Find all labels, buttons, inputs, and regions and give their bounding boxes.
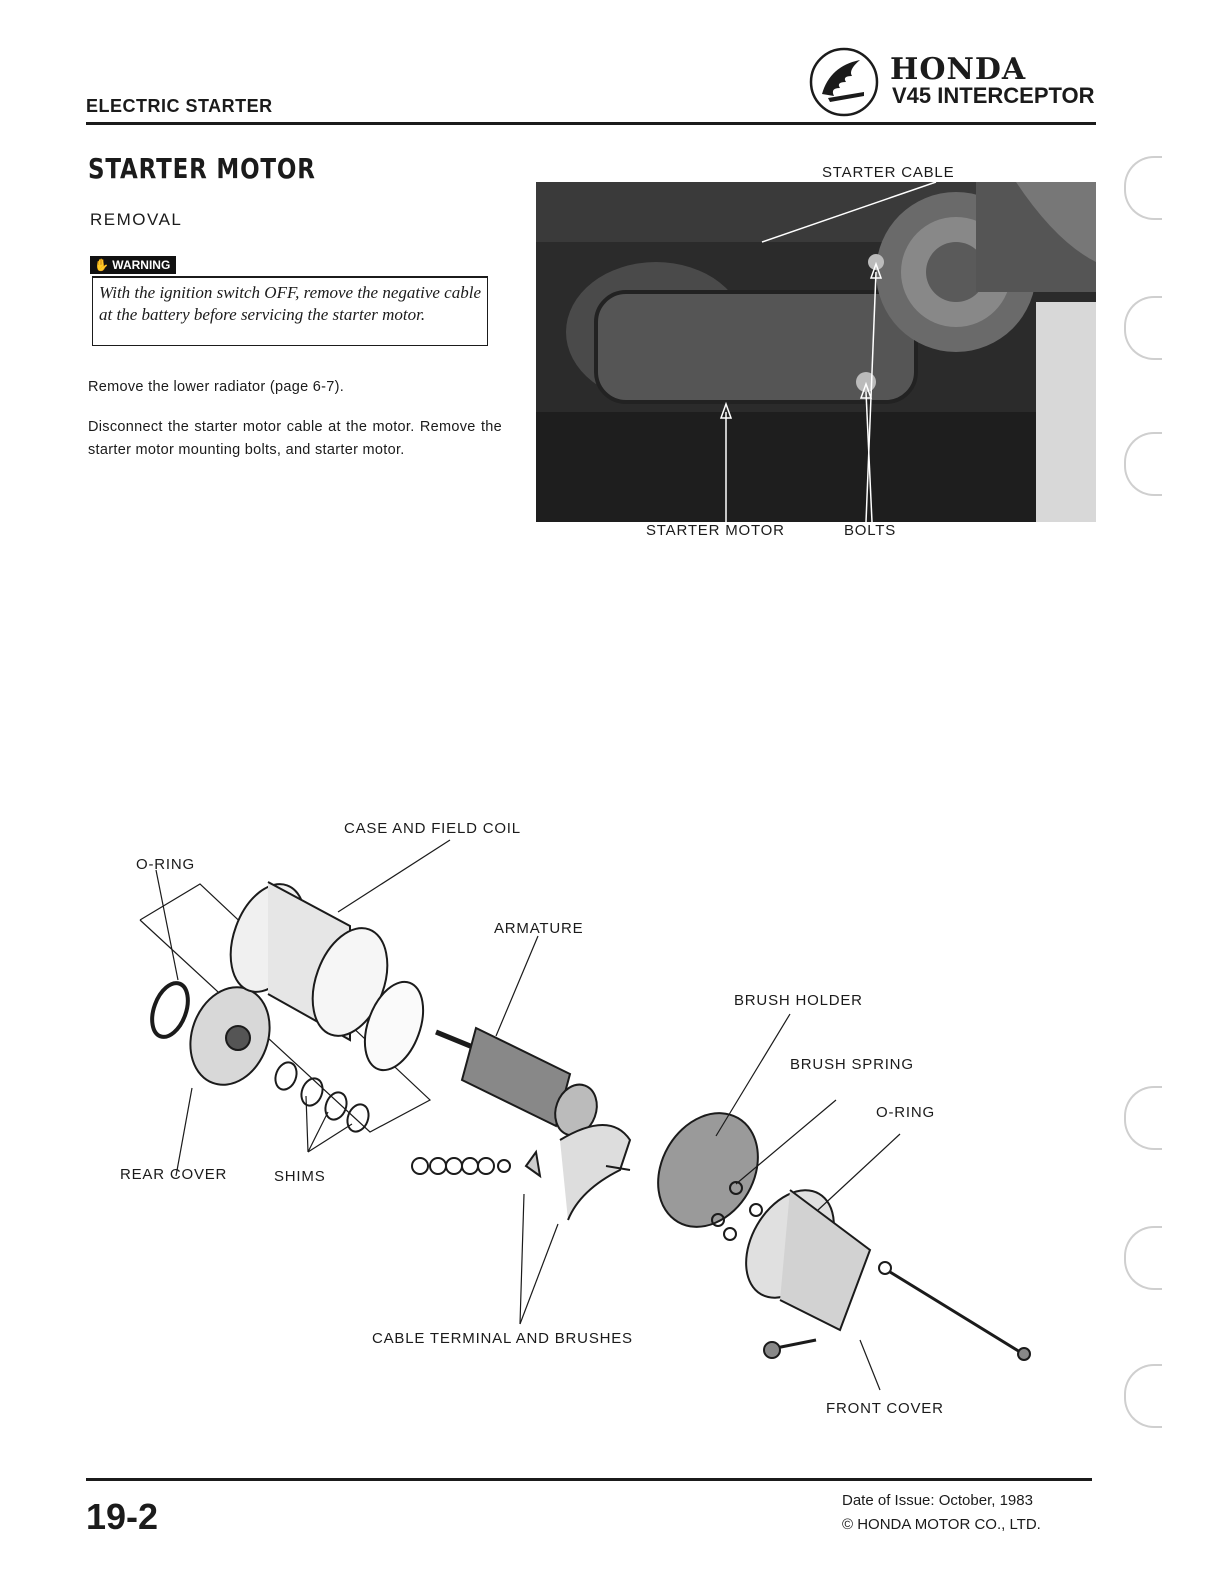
warning-label [90,256,176,274]
section-title: ELECTRIC STARTER [86,96,273,116]
label-starter-cable: STARTER CABLE [822,164,955,181]
binder-tab [1124,1226,1162,1290]
label-rear-cover: REAR COVER [120,1166,228,1183]
subheading: REMOVAL [90,210,183,229]
hand-icon: ✋ [94,258,109,272]
model-name: V45 INTERCEPTOR [892,83,1095,108]
label-o-ring-rear: O-RING [136,856,195,873]
binder-tab [1124,1086,1162,1150]
label-cable-terminal-brushes: CABLE TERMINAL AND BRUSHES [372,1330,633,1347]
label-bolts: BOLTS [844,522,897,539]
binder-tab [1124,296,1162,360]
binder-tab [1124,1364,1162,1428]
page-number: 19-2 [86,1496,159,1537]
footer-rule [86,1478,1092,1481]
rear-o-ring-part [145,978,194,1042]
label-armature: ARMATURE [494,920,584,937]
honda-wing-logo [808,46,880,118]
binder-tab [1124,156,1162,220]
label-brush-spring: BRUSH SPRING [790,1056,914,1073]
warning-box [92,276,488,346]
warning-text: With the ignition switch OFF, remove the negative cable at the battery before servicing the starter motor. [99,283,481,324]
binder-tab [1124,432,1162,496]
warning-label-text: WARNING [112,258,171,272]
label-case-field-coil: CASE AND FIELD COIL [344,820,521,837]
header-rule [86,122,1096,125]
brush-holder-part [638,1095,778,1245]
label-front-cover: FRONT COVER [826,1400,944,1417]
step-2: Disconnect the starter motor cable at the motor. Remove the starter motor mounting bolts, and starter motor. [88,419,502,458]
brand-name: HONDA [890,52,1027,87]
copyright: © HONDA MOTOR CO., LTD. [842,1516,1041,1533]
label-brush-holder: BRUSH HOLDER [734,992,863,1009]
label-starter-motor: STARTER MOTOR [646,522,785,539]
issue-date: Date of Issue: October, 1983 [842,1492,1033,1509]
armature-part [462,1028,570,1126]
label-o-ring-front: O-RING [876,1104,935,1121]
page-heading: STARTER MOTOR [88,152,316,185]
label-shims: SHIMS [274,1168,326,1185]
starter-motor-photo [536,182,1096,522]
step-1: Remove the lower radiator (page 6-7). [88,379,345,395]
